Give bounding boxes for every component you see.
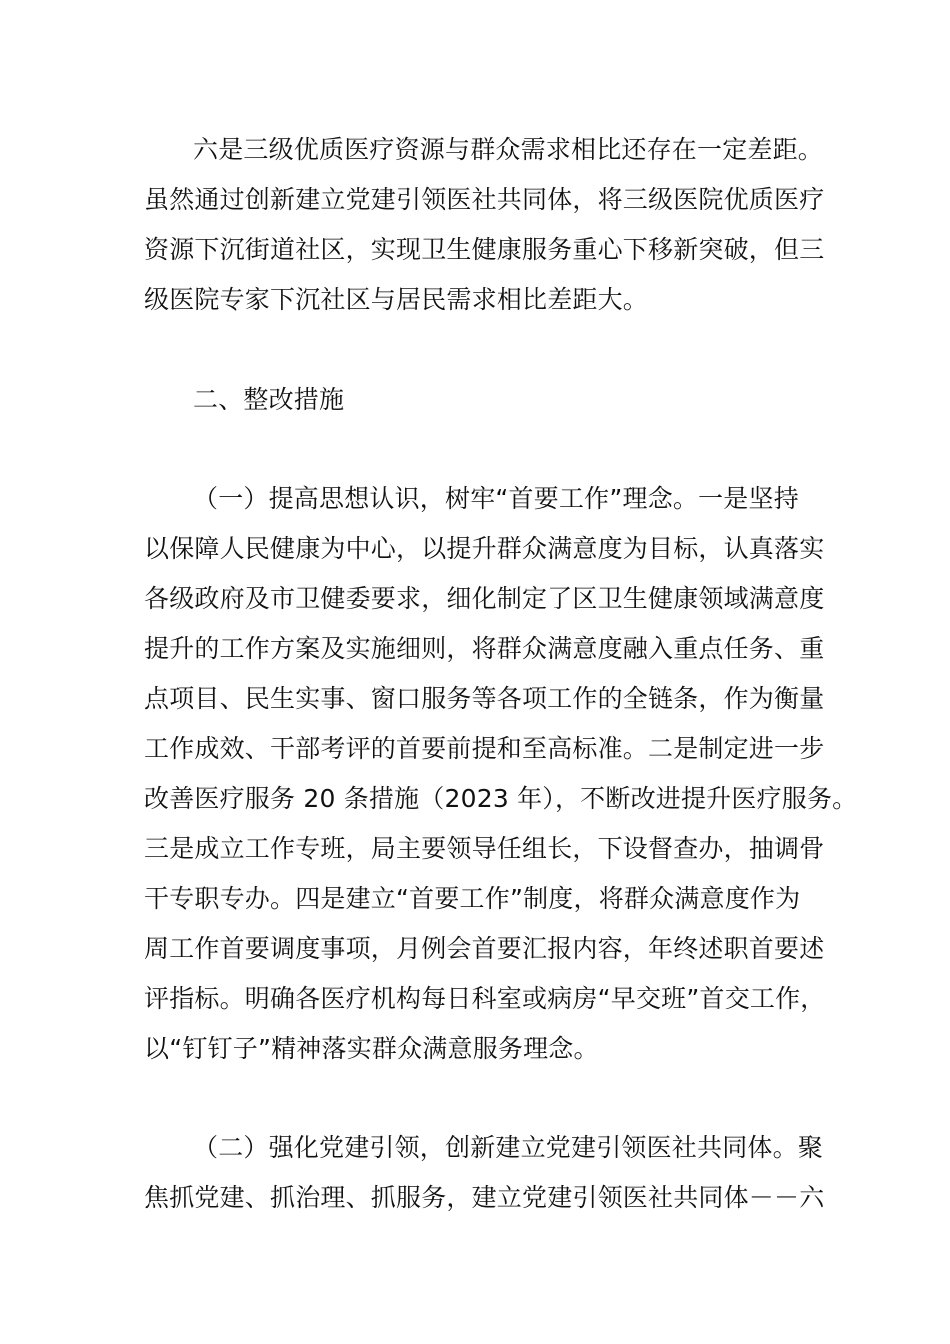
paragraph-line: 虽然通过创新建立党建引领医社共同体，将三级医院优质医疗 xyxy=(144,185,825,214)
paragraph-line: 改善医疗服务 20 条措施（2023 年），不断改进提升医疗服务。 xyxy=(144,784,858,813)
paragraph-line: 以保障人民健康为中心，以提升群众满意度为目标，认真落实 xyxy=(144,534,825,563)
section-heading: 二、整改措施 xyxy=(193,385,345,414)
paragraph-line: 资源下沉街道社区，实现卫生健康服务重心下移新突破，但三 xyxy=(144,235,825,264)
paragraph-line: 评指标。明确各医疗机构每日科室或病房“早交班”首交工作， xyxy=(144,984,826,1013)
paragraph-line: 周工作首要调度事项，月例会首要汇报内容，年终述职首要述 xyxy=(144,934,825,963)
paragraph-line: 工作成效、干部考评的首要前提和至高标准。二是制定进一步 xyxy=(144,734,825,763)
paragraph-line: 六是三级优质医疗资源与群众需求相比还存在一定差距。 xyxy=(193,135,824,164)
paragraph-line: 提升的工作方案及实施细则，将群众满意度融入重点任务、重 xyxy=(144,634,825,663)
paragraph-line: （一）提高思想认识，树牢“首要工作”理念。一是坚持 xyxy=(193,484,799,513)
paragraph-line: 以“钉钉子”精神落实群众满意服务理念。 xyxy=(144,1034,599,1063)
paragraph-line: 干专职专办。四是建立“首要工作”制度，将群众满意度作为 xyxy=(144,884,801,913)
paragraph-line: 三是成立工作专班，局主要领导任组长，下设督查办，抽调骨 xyxy=(144,834,825,863)
paragraph-line: 点项目、民生实事、窗口服务等各项工作的全链条，作为衡量 xyxy=(144,684,825,713)
paragraph-line: （二）强化党建引领，创新建立党建引领医社共同体。聚 xyxy=(193,1133,824,1162)
paragraph-line: 级医院专家下沉社区与居民需求相比差距大。 xyxy=(144,285,649,314)
paragraph-line: 焦抓党建、抓治理、抓服务，建立党建引领医社共同体－－六 xyxy=(144,1183,825,1212)
paragraph-line: 各级政府及市卫健委要求，细化制定了区卫生健康领域满意度 xyxy=(144,584,825,613)
